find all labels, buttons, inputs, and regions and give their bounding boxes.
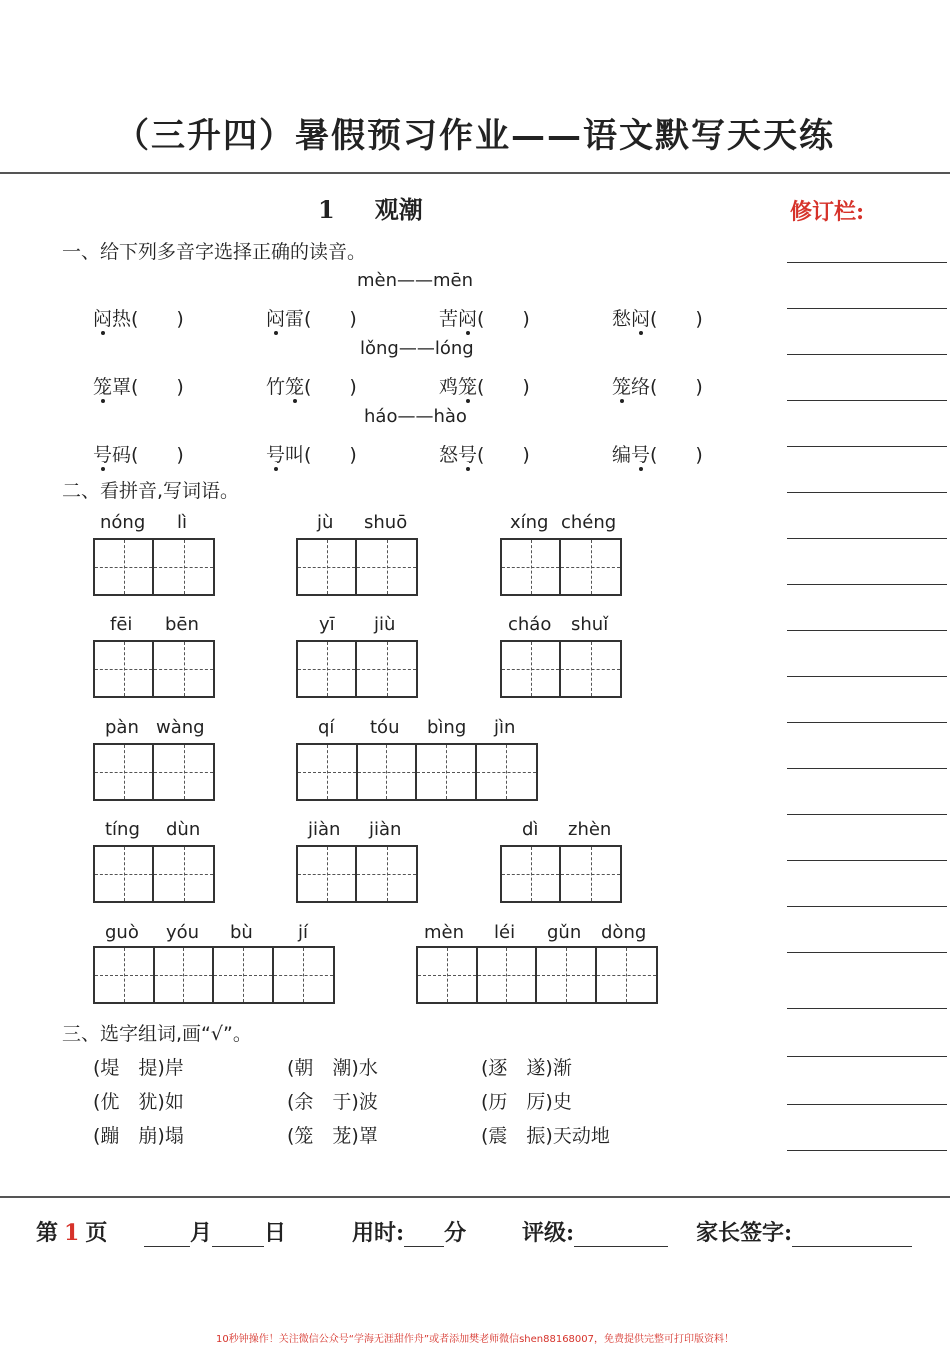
revision-line[interactable] [787,952,947,953]
revision-line[interactable] [787,492,947,493]
choice-item[interactable]: (堤 提)岸 [93,1057,184,1079]
choice-item[interactable]: (优 犹)如 [93,1091,184,1113]
pinyin: dùn [166,819,201,840]
revision-line[interactable] [787,308,947,309]
writing-grid[interactable] [296,538,418,596]
emphasis-dot [620,399,624,403]
emphasis-dot [274,467,278,471]
emphasis-dot [293,399,297,403]
emphasis-dot [101,467,105,471]
emphasis-dot [101,399,105,403]
grade-blank[interactable] [574,1222,668,1247]
section1-item: 苦闷( ) [439,308,530,330]
date-fields [144,1216,286,1247]
choice-item[interactable]: (蹦 崩)塌 [93,1125,184,1147]
pinyin: mèn [424,922,465,943]
pinyin: tóu [370,717,400,738]
emphasis-dot [639,331,643,335]
revision-line[interactable] [787,262,947,263]
section1-item: 怒号( ) [439,444,530,466]
pinyin: nóng [100,512,146,533]
time-label: 用时: [352,1220,405,1246]
pinyin: fēi [110,614,133,635]
section1-group3-pinyin: háo——hào [364,406,467,427]
pinyin: jìn [494,717,516,738]
pinyin: jù [317,512,334,533]
page-prefix: 第 [36,1220,59,1246]
section1-group2-pinyin: lǒng——lóng [360,338,474,359]
pinyin: qí [318,717,335,738]
choice-item[interactable]: (笼 茏)罩 [287,1125,378,1147]
lesson-heading [318,190,463,225]
section3-heading: 三、选字组词,画“√”。 [62,1023,252,1045]
writing-grid[interactable] [500,640,622,698]
pinyin: shuǐ [571,614,609,635]
pinyin: zhèn [568,819,612,840]
pinyin: pàn [105,717,139,738]
writing-grid[interactable] [296,640,418,698]
day-blank[interactable] [212,1222,264,1247]
pinyin: dì [522,819,539,840]
pinyin: bìng [427,717,467,738]
pinyin: gǔn [547,922,582,943]
sign-field [696,1216,912,1247]
title-divider [0,172,950,174]
section1-item: 闷热( ) [93,308,184,330]
choice-item[interactable]: (余 于)波 [287,1091,378,1113]
revision-line[interactable] [787,676,947,677]
choice-item[interactable]: (朝 潮)水 [287,1057,378,1079]
writing-grid[interactable] [416,946,658,1004]
revision-line[interactable] [787,1056,947,1057]
pinyin: chéng [561,512,617,533]
section1-item: 鸡笼( ) [439,376,530,398]
pinyin: cháo [508,614,552,635]
pinyin: yóu [166,922,200,943]
section1-item: 号叫( ) [266,444,357,466]
revision-line[interactable] [787,1104,947,1105]
pinyin: yī [319,614,335,635]
page-title: （三升四）暑假预习作业——语文默写天天练 [115,116,835,156]
revision-line[interactable] [787,538,947,539]
choice-item[interactable]: (历 厉)史 [481,1091,572,1113]
page-suffix: 页 [85,1220,108,1246]
revision-line[interactable] [787,446,947,447]
day-label: 日 [264,1220,287,1246]
revision-line[interactable] [787,768,947,769]
revision-line[interactable] [787,722,947,723]
lesson-number: 1 [318,195,335,224]
section1-item: 竹笼( ) [266,376,357,398]
pinyin: guò [105,922,139,943]
watermark-text: 10秒钟操作！关注微信公众号“学海无涯甜作舟”或者添加樊老师微信shen88168007，免费提供完整可打印版资料！ [215,1334,735,1345]
writing-grid[interactable] [93,743,215,801]
revision-label: 修订栏: [790,199,865,225]
pinyin: bù [230,922,253,943]
writing-grid[interactable] [93,946,335,1004]
grade-label: 评级: [522,1220,575,1246]
pinyin: jiù [374,614,396,635]
section1-item: 笼罩( ) [93,376,184,398]
writing-grid[interactable] [93,538,215,596]
section1-item: 笼络( ) [612,376,703,398]
emphasis-dot [274,331,278,335]
revision-line[interactable] [787,400,947,401]
page-number: 1 [64,1220,80,1246]
emphasis-dot [466,467,470,471]
revision-line[interactable] [787,1008,947,1009]
emphasis-dot [466,331,470,335]
writing-grid[interactable] [296,845,418,903]
revision-line[interactable] [787,814,947,815]
emphasis-dot [101,331,105,335]
section1-heading: 一、给下列多音字选择正确的读音。 [62,241,367,263]
writing-grid[interactable] [93,845,215,903]
writing-grid[interactable] [296,743,538,801]
section1-item: 编号( ) [612,444,703,466]
emphasis-dot [639,467,643,471]
page-number-label [36,1216,107,1247]
pinyin: wàng [156,717,205,738]
revision-line[interactable] [787,584,947,585]
section1-item: 号码( ) [93,444,184,466]
choice-item[interactable]: (逐 遂)渐 [481,1057,572,1079]
pinyin: tíng [105,819,140,840]
lesson-name: 观潮 [374,195,423,224]
revision-line[interactable] [787,906,947,907]
revision-line[interactable] [787,354,947,355]
section1-item: 闷雷( ) [266,308,357,330]
choice-item[interactable]: (震 振)天动地 [481,1125,610,1147]
sign-blank[interactable] [792,1222,912,1247]
pinyin: jí [298,922,309,943]
emphasis-dot [466,399,470,403]
section1-item: 愁闷( ) [612,308,703,330]
pinyin: bēn [165,614,199,635]
writing-grid[interactable] [93,640,215,698]
pinyin: léi [494,922,516,943]
revision-line[interactable] [787,1150,947,1151]
sign-label: 家长签字: [696,1220,793,1246]
time-blank[interactable] [404,1222,444,1247]
pinyin: jiàn [369,819,402,840]
pinyin: shuō [364,512,408,533]
section2-heading: 二、看拼音,写词语。 [62,480,240,502]
pinyin: dòng [601,922,647,943]
writing-grid[interactable] [500,845,622,903]
revision-line[interactable] [787,860,947,861]
month-blank[interactable] [144,1222,190,1247]
pinyin: lì [177,512,188,533]
writing-grid[interactable] [500,538,622,596]
grade-field [522,1216,668,1247]
time-field [352,1216,466,1247]
section1-group1-pinyin: mèn——mēn [357,270,474,291]
revision-line[interactable] [787,630,947,631]
footer-divider [0,1196,950,1198]
month-label: 月 [190,1220,213,1246]
pinyin: jiàn [308,819,341,840]
pinyin: xíng [510,512,549,533]
minute-label: 分 [444,1220,467,1246]
